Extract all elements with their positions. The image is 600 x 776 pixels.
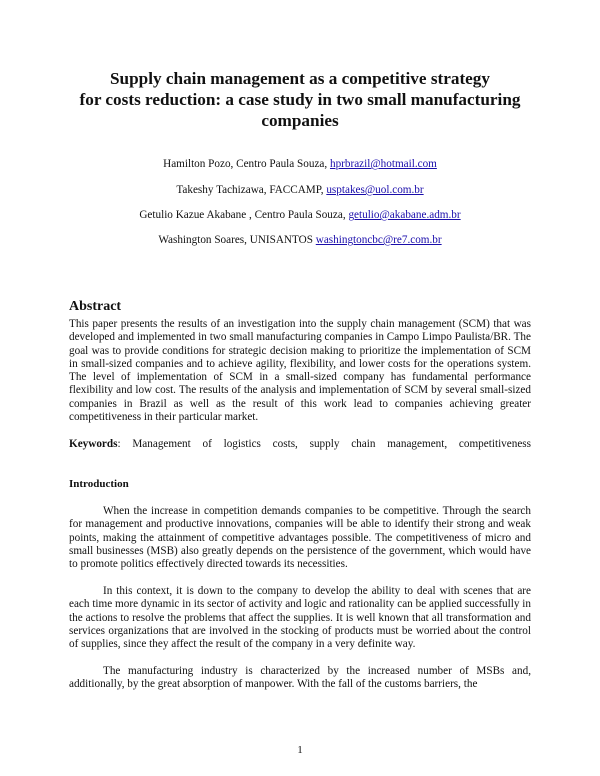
author-line (60, 233, 540, 247)
author-affiliation: Takeshy Tachizawa, FACCAMP, (176, 184, 327, 196)
title-line-3: companies (261, 111, 339, 130)
author-affiliation: Getulio Kazue Akabane , Centro Paula Souza, (139, 209, 349, 221)
intro-paragraph-2: In this context, it is down to the company to develop the ability to deal with scenes that are each time more dynamic in its sector of activity and logic and rationality can be applied successfully in the actions to resolve the problems that affect the supplies. It is well known that all transformation and services organizations that are involved in the stocking of products must be worried about the control of supplies, since they affect the result of the company in a very definite way. (69, 585, 531, 651)
author-email-link[interactable]: washingtoncbc@re7.com.br (315, 234, 442, 246)
page-number: 1 (297, 744, 303, 756)
author-email-link[interactable]: getulio@akabane.adm.br (348, 209, 461, 221)
introduction-heading: Introduction (69, 478, 129, 490)
keywords-label: Keywords (69, 438, 118, 450)
title-line-1: Supply chain management as a competitive strategy (109, 69, 490, 88)
author-affiliation: Hamilton Pozo, Centro Paula Souza, (163, 158, 330, 170)
author-line (60, 183, 540, 197)
abstract-body: This paper presents the results of an investigation into the supply chain management (SCM) that was developed and implemented in two small manufacturing companies in Campo Limpo Paulista/BR. The goal was to provide conditions for strategic decision making to prioritize the implementation of SCM in small-sized companies and to achieve agility, flexibility, and lower costs for the operations system. The level of implementation of SCM in a small-sized company has fundamental performance flexibility and low cost. The results of the analysis and implementation of SCM by several small-sized companies in Brazil as well as the result of this work lead to companies achieving greater competitiveness in their particular market. (69, 318, 531, 424)
author-line (60, 208, 540, 222)
abstract-heading: Abstract (69, 299, 122, 314)
author-email-link[interactable]: usptakes@uol.com.br (326, 184, 424, 196)
intro-paragraph-3: The manufacturing industry is characterized by the increased number of MSBs and, additionally, by the great absorption of manpower. With the fall of the customs barriers, the (69, 665, 531, 691)
author-email-link[interactable]: hprbrazil@hotmail.com (329, 158, 437, 170)
intro-paragraph-1: When the increase in competition demands companies to be competitive. Through the search for management and productive innovations, companies will be able to identify their strong and weak points, making the attainment of competitive advantages possible. The competitiveness of micro and small businesses (MSB) also greatly depends on the persistence of the government, which would have to promote politics effectively directed towards its necessities. (69, 505, 531, 571)
author-affiliation: Washington Soares, UNISANTOS (158, 234, 316, 246)
author-line (60, 157, 540, 171)
title-line-2: for costs reduction: a case study in two small manufacturing (79, 90, 521, 109)
paper-title (60, 68, 540, 131)
keywords (69, 437, 531, 451)
keywords-text: : Management of logistics costs, supply chain management, competitiveness (117, 438, 531, 450)
